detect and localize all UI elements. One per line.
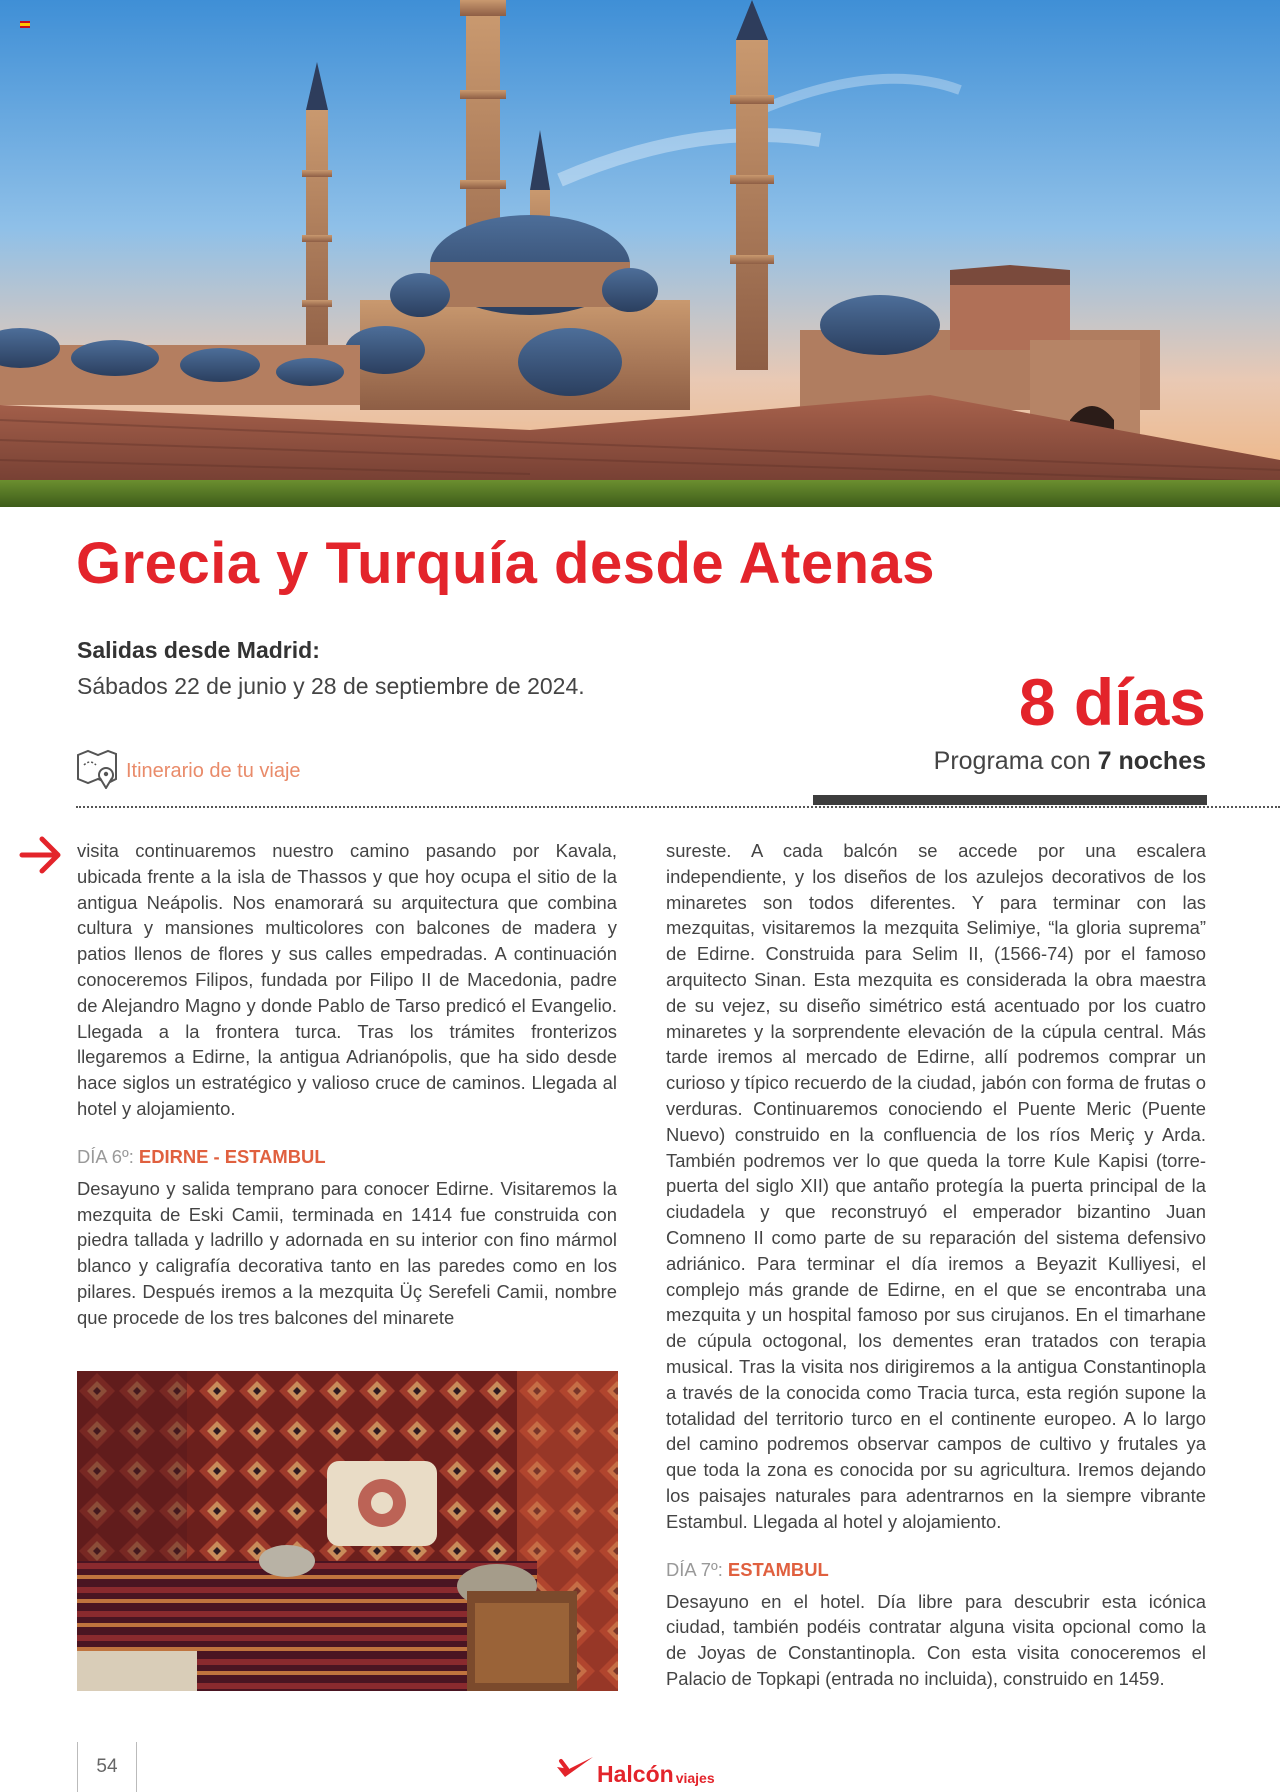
intro-paragraph: visita continuaremos nuestro camino pasando por Kavala, ubicada frente a la isla de Thassos y que hoy ocupa el sitio de la antigua Neápolis. Nos enamorará su arquitectura que combina cultura y mansiones multicolores con balcones de madera y patios llenos de flores y sus calles empedradas. A continuación conoceremos Filipos, fundada por Filipo II de Macedonia, padre de Alejandro Magno y donde Pablo de Tarso predicó el Evangelio. Llegada a la frontera turca. Tras los trámites fronterizos llegaremos a Edirne, la antigua Adrianópolis, que ha sido desde hace siglos un estratégico y valioso cruce de caminos. Llegada al hotel y alojamiento. [77, 840, 617, 1119]
flag-icon [20, 21, 30, 28]
map-pin-icon [76, 749, 118, 794]
day6-heading [77, 1144, 617, 1170]
day6-name: EDIRNE - ESTAMBUL [138, 1145, 326, 1167]
logo-sub-text: viajes [675, 1770, 715, 1786]
checkmark-swoosh-icon [555, 1755, 595, 1786]
right-column [666, 838, 1206, 1692]
logo-main-text: Halcón [597, 1761, 674, 1787]
day6-text-left: Desayuno y salida temprano para conocer Edirne. Visitaremos la mezquita de Eski Camii, terminada en 1414 fue construida con piedra tallada y ladrillo y adornada en su interior con fino mármol blanco y caligrafía decorativa tanto en las paredes como en los pilares. Después iremos a la mezquita Üç Serefeli Camii, nombre que procede de los tres balcones del minarete [77, 1177, 617, 1328]
day6-number: DÍA 6º: [77, 1145, 139, 1167]
bazaar-photo [77, 1371, 618, 1691]
day7-heading [666, 1557, 1206, 1583]
day7-number: DÍA 7º: [666, 1558, 728, 1580]
dotted-divider [76, 806, 1280, 808]
program-nights-count: 7 noches [1097, 747, 1206, 775]
itinerary-header [76, 750, 301, 792]
day7-text: Desayuno en el hotel. Día libre para descubrir esta icónica ciudad, también podéis contratar alguna visita opcional como la de Joyas de Constantinopla. Con esta visita conoceremos el Palacio de Topkapi (entrada no incluida), construido en 1459. [666, 1590, 1206, 1689]
page-number-box [77, 1742, 137, 1792]
departures-dates: Sábados 22 de junio y 28 de septiembre de 2024. [77, 673, 585, 699]
hero-photo-mosque [0, 0, 1280, 507]
program-prefix: Programa con [933, 747, 1098, 775]
halcon-logo [555, 1756, 715, 1786]
arrow-right-icon [18, 832, 64, 883]
page-title: Grecia y Turquía desde Atenas [76, 531, 936, 596]
day7-name: ESTAMBUL [727, 1558, 829, 1580]
departures-label: Salidas desde Madrid: [77, 637, 320, 663]
program-nights [934, 747, 1206, 776]
header-bar [813, 795, 1207, 805]
itinerary-label: Itinerario de tu viaje [126, 759, 301, 782]
left-column [77, 838, 617, 1331]
page-number: 54 [96, 1756, 118, 1777]
trip-duration-days: 8 días [1018, 665, 1206, 739]
day6-text-right: sureste. A cada balcón se accede por una escalera independiente, y los diseños de los azulejos decorativos de los minaretes son todos diferentes. Y para terminar con las mezquitas, visitaremos la mezquita Selimiye, “la gloria suprema” de Edirne. Construida para Selim II, (1566-74) por el famoso arquitecto Sinan. Esta mezquita es considerada la obra maestra de su vejez, su diseño simétrico está acentuado por los cuatro minaretes y la sorprendente elevación de la cúpula central. Más tarde iremos al mercado de Edirne, allí podremos comprar un curioso y típico recuerdo de la ciudad, jabón con forma de frutas o verduras. Continuaremos conociendo el Puente Meric (Puente Nuevo) construido en la confluencia de los ríos Meriç y Arda. También podremos ver lo que queda la torre Kule Kapisi (torre-puerta del siglo XII) que antaño protegía la puerta principal de la ciudadela y que reconstruyó el emperador bizantino Juan Comneno II como parte de su reparación del sistema defensivo adriánico. Para terminar el día iremos a Beyazit Kulliyesi, el complejo más grande de Edirne, en el que se encontraba una mezquita y un hospital famoso por sus cirujanos. En el timarhane de cúpula octogonal, los dementes eran tratados con terapia musical. Tras la visita nos dirigiremos a la antigua Constantinopla a través de la conocida como Tracia turca, esta región supone la totalidad del territorio turco en el continente europeo. A lo largo del camino podremos observar campos de cultivo y frutales ya que toda la zona es conocida por su agricultura. Iremos dejando los paisajes naturales para adentrarnos en la siempre vibrante Estambul. Llegada al hotel y alojamiento. [666, 840, 1206, 1532]
